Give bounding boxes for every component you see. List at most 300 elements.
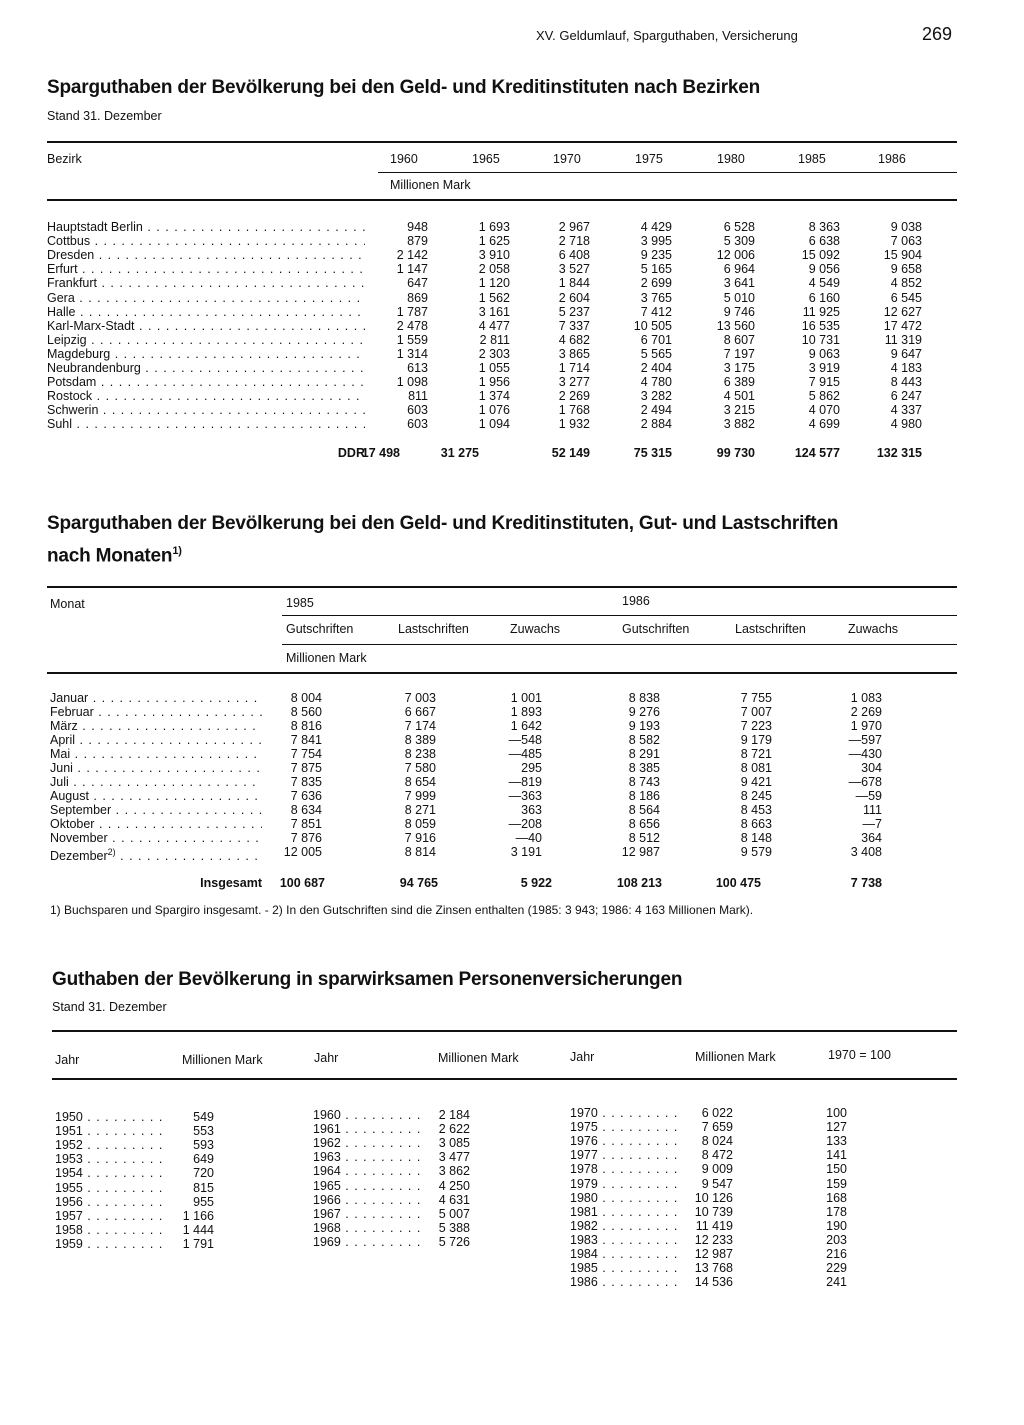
table3-h-jahr-1: Jahr bbox=[55, 1053, 80, 1067]
cell-value: 8 663 bbox=[740, 817, 772, 831]
table-row bbox=[570, 1106, 870, 1120]
cell-value: 9 647 bbox=[890, 346, 922, 361]
total-label: DDR bbox=[337, 446, 365, 460]
row-year: 1986 . . . bbox=[570, 1275, 680, 1289]
cell-value: —7 bbox=[862, 817, 882, 831]
table1-unit: Millionen Mark bbox=[390, 178, 471, 192]
cell-value: 4 429 bbox=[640, 220, 672, 234]
cell-value: 7 007 bbox=[740, 705, 772, 719]
table-row bbox=[47, 361, 947, 375]
cell-value: 9 421 bbox=[740, 775, 772, 789]
row-year: 1959 . . . bbox=[55, 1237, 167, 1251]
cell-index: 216 bbox=[826, 1247, 847, 1261]
table-row bbox=[50, 831, 950, 845]
cell-value: 879 bbox=[407, 234, 428, 249]
cell-value: 8 024 bbox=[701, 1134, 733, 1149]
table-row bbox=[313, 1108, 533, 1122]
cell-value: 7 754 bbox=[290, 747, 322, 761]
table-row bbox=[570, 1191, 870, 1205]
table-row bbox=[47, 333, 947, 347]
cell-value: 2 142 bbox=[396, 248, 428, 263]
cell-value: 2 269 bbox=[850, 705, 882, 719]
cell-value: 7 580 bbox=[404, 761, 436, 775]
total-value: 124 577 bbox=[794, 446, 840, 460]
cell-value: 4 337 bbox=[890, 403, 922, 418]
cell-value: 4 477 bbox=[478, 318, 510, 333]
row-label: Gera . . . bbox=[47, 291, 365, 305]
total-row bbox=[50, 876, 950, 890]
row-year: 1975 . . . bbox=[570, 1120, 680, 1134]
table-row bbox=[50, 803, 950, 817]
cell-value: 1 791 bbox=[182, 1236, 214, 1251]
cell-value: 3 408 bbox=[850, 845, 882, 859]
cell-value: 8 634 bbox=[290, 803, 322, 817]
cell-value: 7 659 bbox=[701, 1120, 733, 1135]
cell-value: 6 964 bbox=[723, 262, 755, 277]
cell-value: 811 bbox=[408, 389, 428, 404]
row-year: 1966 . . . bbox=[313, 1193, 423, 1207]
cell-value: 3 277 bbox=[558, 375, 590, 390]
cell-value: 7 916 bbox=[404, 831, 436, 845]
cell-value: 3 862 bbox=[438, 1164, 470, 1179]
cell-value: 8 560 bbox=[290, 705, 322, 719]
cell-value: 720 bbox=[193, 1166, 214, 1181]
table-row bbox=[55, 1110, 275, 1124]
cell-value: 9 746 bbox=[723, 304, 755, 319]
cell-value: 363 bbox=[521, 803, 542, 817]
cell-value: 6 638 bbox=[808, 234, 840, 249]
table-row bbox=[50, 719, 950, 733]
cell-value: 3 191 bbox=[510, 845, 542, 859]
cell-value: 8 564 bbox=[628, 803, 660, 817]
cell-value: 5 237 bbox=[558, 304, 590, 319]
cell-value: 649 bbox=[193, 1152, 214, 1167]
table2-col-label: Monat bbox=[50, 597, 85, 611]
table2-col-zuwachs-1985: Zuwachs bbox=[510, 622, 561, 636]
cell-index: 159 bbox=[826, 1176, 847, 1191]
table-row bbox=[313, 1164, 533, 1178]
cell-value: —363 bbox=[508, 789, 542, 803]
cell-value: 8 245 bbox=[740, 789, 772, 803]
row-label: März . . . bbox=[50, 719, 262, 733]
cell-value: 9 276 bbox=[628, 705, 660, 719]
table1-year-1965: 1965 bbox=[472, 152, 500, 166]
table3-title: Guthaben der Bevölkerung in sparwirksamen Personenversicherungen bbox=[52, 969, 683, 990]
row-label: Schwerin . . . bbox=[47, 403, 365, 417]
cell-value: 7 003 bbox=[404, 691, 436, 705]
table-row bbox=[47, 305, 947, 319]
table-row bbox=[313, 1207, 533, 1221]
cell-value: 4 250 bbox=[438, 1178, 470, 1193]
cell-value: 7 174 bbox=[404, 719, 436, 733]
table-row bbox=[313, 1221, 533, 1235]
total-row bbox=[47, 446, 947, 460]
cell-value: 8 271 bbox=[404, 803, 436, 817]
total-value: 7 738 bbox=[850, 876, 882, 890]
row-year: 1983 . . . bbox=[570, 1233, 680, 1247]
table1-year-1970: 1970 bbox=[553, 152, 581, 166]
cell-index: 141 bbox=[826, 1148, 847, 1163]
cell-value: 948 bbox=[407, 220, 428, 234]
cell-value: 2 494 bbox=[640, 403, 672, 418]
cell-value: 6 022 bbox=[701, 1106, 733, 1120]
row-year: 1977 . . . bbox=[570, 1148, 680, 1162]
cell-value: 955 bbox=[193, 1194, 214, 1209]
cell-value: 3 865 bbox=[558, 346, 590, 361]
table3-h-mm-3: Millionen Mark bbox=[695, 1050, 776, 1064]
table-row bbox=[570, 1219, 870, 1233]
running-header: XV. Geldumlauf, Sparguthaben, Versicherung bbox=[536, 28, 798, 43]
row-year: 1953 . . . bbox=[55, 1152, 167, 1166]
cell-value: 15 092 bbox=[801, 248, 840, 263]
cell-value: 111 bbox=[862, 803, 882, 817]
table-row bbox=[47, 220, 947, 234]
cell-value: 3 085 bbox=[438, 1136, 470, 1151]
row-year: 1978 . . . bbox=[570, 1162, 680, 1176]
cell-value: 5 565 bbox=[640, 346, 672, 361]
cell-value: 8 081 bbox=[740, 761, 772, 775]
table2-col-lastschriften-1985: Lastschriften bbox=[398, 622, 469, 636]
table-row bbox=[570, 1275, 870, 1289]
cell-value: 593 bbox=[193, 1138, 214, 1153]
row-label: Rostock . . . bbox=[47, 389, 365, 403]
cell-value: 9 193 bbox=[628, 719, 660, 733]
cell-value: 17 472 bbox=[883, 318, 922, 333]
cell-value: 304 bbox=[861, 761, 882, 775]
cell-value: 13 768 bbox=[694, 1261, 733, 1276]
table-row bbox=[47, 291, 947, 305]
table-row bbox=[570, 1162, 870, 1176]
cell-value: 2 058 bbox=[478, 262, 510, 277]
row-label: November . . . bbox=[50, 831, 262, 845]
cell-value: 4 070 bbox=[808, 403, 840, 418]
cell-value: 12 627 bbox=[883, 304, 922, 319]
row-year: 1985 . . . bbox=[570, 1261, 680, 1275]
cell-value: 549 bbox=[193, 1110, 214, 1124]
cell-value: 2 303 bbox=[478, 346, 510, 361]
table-row bbox=[313, 1122, 533, 1136]
table-row bbox=[47, 347, 947, 361]
row-label: Frankfurt . . . bbox=[47, 276, 365, 290]
cell-value: 4 980 bbox=[890, 417, 922, 432]
table-row bbox=[47, 234, 947, 248]
cell-value: 8 512 bbox=[628, 831, 660, 845]
cell-value: 2 718 bbox=[558, 234, 590, 249]
row-year: 1951 . . . bbox=[55, 1124, 167, 1138]
cell-value: 8 363 bbox=[808, 220, 840, 234]
cell-value: 6 408 bbox=[558, 248, 590, 263]
row-year: 1976 . . . bbox=[570, 1134, 680, 1148]
cell-value: 5 388 bbox=[438, 1220, 470, 1235]
row-year: 1962 . . . bbox=[313, 1136, 423, 1150]
table-row bbox=[50, 733, 950, 747]
table-row bbox=[47, 403, 947, 417]
cell-value: 7 875 bbox=[290, 761, 322, 775]
cell-value: 8 453 bbox=[740, 803, 772, 817]
table2-footnote: 1) Buchsparen und Spargiro insgesamt. - 2) In den Gutschriften sind die Zinsen enthalten (1985: 3 943; 1986: 4 163 Millionen Mark). bbox=[50, 903, 754, 917]
row-year: 1963 . . . bbox=[313, 1150, 423, 1164]
cell-value: 11 419 bbox=[695, 1218, 733, 1233]
cell-value: 8 743 bbox=[628, 775, 660, 789]
cell-value: 8 814 bbox=[404, 845, 436, 859]
cell-value: —819 bbox=[508, 775, 542, 789]
cell-value: 7 063 bbox=[890, 234, 922, 249]
cell-value: 8 607 bbox=[723, 332, 755, 347]
cell-value: 3 995 bbox=[640, 234, 672, 249]
row-year: 1981 . . . bbox=[570, 1205, 680, 1219]
cell-value: 7 915 bbox=[808, 375, 840, 390]
cell-value: 7 999 bbox=[404, 789, 436, 803]
cell-value: 9 658 bbox=[890, 262, 922, 277]
cell-value: 8 838 bbox=[628, 691, 660, 705]
table-row bbox=[47, 375, 947, 389]
table1-year-1975: 1975 bbox=[635, 152, 663, 166]
table-row bbox=[570, 1233, 870, 1247]
cell-value: 4 852 bbox=[890, 276, 922, 291]
cell-value: 4 549 bbox=[808, 276, 840, 291]
table-row bbox=[570, 1261, 870, 1275]
table2-year-1985: 1985 bbox=[286, 596, 314, 610]
cell-value: 8 656 bbox=[628, 817, 660, 831]
cell-value: 4 183 bbox=[890, 361, 922, 375]
table3-h-jahr-2: Jahr bbox=[314, 1051, 339, 1065]
cell-value: 9 009 bbox=[701, 1162, 733, 1177]
cell-value: 15 904 bbox=[883, 248, 922, 263]
cell-value: 12 987 bbox=[694, 1247, 733, 1261]
table-row bbox=[55, 1124, 275, 1138]
cell-value: 3 282 bbox=[640, 389, 672, 404]
cell-value: 7 223 bbox=[740, 719, 772, 733]
total-value: 75 315 bbox=[633, 446, 672, 460]
cell-value: 3 215 bbox=[723, 403, 755, 418]
table-row bbox=[47, 417, 947, 431]
cell-value: 10 731 bbox=[801, 332, 840, 347]
table-row bbox=[50, 817, 950, 831]
table-row bbox=[55, 1138, 275, 1152]
table1-year-1960: 1960 bbox=[390, 152, 418, 166]
table2-title-line2 bbox=[47, 539, 182, 568]
cell-value: 3 527 bbox=[558, 262, 590, 277]
cell-value: —597 bbox=[848, 733, 882, 747]
cell-value: 7 841 bbox=[290, 733, 322, 747]
cell-value: 1 314 bbox=[396, 346, 428, 361]
row-year: 1964 . . . bbox=[313, 1164, 423, 1178]
row-label: Magdeburg . . . bbox=[47, 347, 365, 361]
cell-value: 3 919 bbox=[808, 361, 840, 375]
table-row bbox=[313, 1179, 533, 1193]
cell-value: 815 bbox=[193, 1180, 214, 1195]
table1-year-1980: 1980 bbox=[717, 152, 745, 166]
row-year: 1958 . . . bbox=[55, 1223, 167, 1237]
row-label: Oktober . . . bbox=[50, 817, 262, 831]
cell-value: 1 559 bbox=[396, 332, 428, 347]
cell-value: 1 147 bbox=[396, 262, 428, 277]
table1-header-rule bbox=[47, 199, 957, 201]
table1-title: Sparguthaben der Bevölkerung bei den Geld- und Kreditinstituten nach Bezirken bbox=[47, 77, 761, 98]
cell-value: 2 404 bbox=[640, 361, 672, 375]
cell-value: 4 699 bbox=[808, 417, 840, 432]
row-year: 1979 . . . bbox=[570, 1177, 680, 1191]
row-year: 1955 . . . bbox=[55, 1181, 167, 1195]
table1-subtitle: Stand 31. Dezember bbox=[47, 109, 162, 123]
table2-title-line1: Sparguthaben der Bevölkerung bei den Geld- und Kreditinstituten, Gut- und Lastschriften bbox=[47, 513, 839, 534]
cell-value: 8 472 bbox=[701, 1148, 733, 1163]
cell-value: 6 545 bbox=[890, 290, 922, 305]
table1-year-1986: 1986 bbox=[878, 152, 906, 166]
table-row bbox=[50, 747, 950, 761]
table3-top-rule bbox=[52, 1030, 957, 1032]
cell-value: 5 010 bbox=[723, 290, 755, 305]
table-row bbox=[55, 1166, 275, 1180]
cell-value: 1 001 bbox=[510, 691, 542, 705]
cell-value: 1 768 bbox=[558, 403, 590, 418]
total-value: 99 730 bbox=[716, 446, 755, 460]
cell-value: 4 682 bbox=[558, 332, 590, 347]
table-row bbox=[570, 1247, 870, 1261]
row-label: September . . . bbox=[50, 803, 262, 817]
table-row bbox=[55, 1223, 275, 1237]
cell-value: 12 987 bbox=[621, 845, 660, 859]
cell-value: 3 175 bbox=[723, 361, 755, 375]
cell-value: 1 562 bbox=[478, 290, 510, 305]
cell-value: 1 642 bbox=[510, 719, 542, 733]
row-year: 1967 . . . bbox=[313, 1207, 423, 1221]
cell-value: 6 701 bbox=[640, 332, 672, 347]
cell-value: 1 055 bbox=[478, 361, 510, 375]
cell-value: 603 bbox=[407, 417, 428, 432]
cell-value: 364 bbox=[861, 831, 882, 845]
row-label: Juni . . . bbox=[50, 761, 262, 775]
cell-value: —548 bbox=[508, 733, 542, 747]
cell-value: 553 bbox=[193, 1124, 214, 1139]
row-year: 1965 . . . bbox=[313, 1179, 423, 1193]
total-value: 132 315 bbox=[876, 446, 922, 460]
cell-value: 12 006 bbox=[716, 248, 755, 263]
cell-index: 203 bbox=[826, 1232, 847, 1247]
cell-value: 1 956 bbox=[478, 375, 510, 390]
cell-value: 8 721 bbox=[740, 747, 772, 761]
cell-value: 3 910 bbox=[478, 248, 510, 263]
table-row bbox=[55, 1209, 275, 1223]
cell-value: 2 604 bbox=[558, 290, 590, 305]
table-row bbox=[570, 1120, 870, 1134]
row-year: 1982 . . . bbox=[570, 1219, 680, 1233]
cell-value: 5 165 bbox=[640, 262, 672, 277]
row-year: 1970 . . . bbox=[570, 1106, 680, 1120]
cell-value: 2 184 bbox=[438, 1108, 470, 1122]
cell-value: 3 477 bbox=[438, 1150, 470, 1165]
table-row bbox=[47, 389, 947, 403]
cell-value: 7 337 bbox=[558, 318, 590, 333]
cell-value: 613 bbox=[407, 361, 428, 375]
cell-value: 8 385 bbox=[628, 761, 660, 775]
cell-value: 7 412 bbox=[640, 304, 672, 319]
table-row bbox=[47, 248, 947, 262]
row-year: 1961 . . . bbox=[313, 1122, 423, 1136]
row-label: Mai . . . bbox=[50, 747, 262, 761]
cell-value: 2 478 bbox=[396, 318, 428, 333]
table-row bbox=[313, 1136, 533, 1150]
table-row bbox=[50, 705, 950, 719]
table2-year-1986: 1986 bbox=[622, 594, 650, 608]
cell-index: 150 bbox=[826, 1162, 847, 1177]
cell-value: 1 444 bbox=[182, 1222, 214, 1237]
row-year: 1950 . . . bbox=[55, 1110, 167, 1124]
cell-value: 2 884 bbox=[640, 417, 672, 432]
cell-value: 9 547 bbox=[701, 1176, 733, 1191]
table-row bbox=[570, 1205, 870, 1219]
cell-value: 9 063 bbox=[808, 346, 840, 361]
cell-value: 1 166 bbox=[182, 1208, 214, 1223]
cell-value: 9 579 bbox=[740, 845, 772, 859]
cell-value: 869 bbox=[407, 290, 428, 305]
cell-value: 11 925 bbox=[802, 304, 840, 319]
table-row bbox=[313, 1193, 533, 1207]
row-label: Februar . . . bbox=[50, 705, 262, 719]
table-row bbox=[570, 1148, 870, 1162]
table3-h-mm-1: Millionen Mark bbox=[182, 1053, 263, 1067]
table-row bbox=[47, 276, 947, 290]
cell-value: 1 970 bbox=[850, 719, 882, 733]
table1-top-rule bbox=[47, 141, 957, 143]
cell-index: 100 bbox=[826, 1106, 847, 1120]
page-number: 269 bbox=[922, 24, 953, 44]
cell-index: 190 bbox=[826, 1218, 847, 1233]
cell-value: 6 160 bbox=[808, 290, 840, 305]
cell-value: 1 374 bbox=[478, 389, 510, 404]
table-row bbox=[313, 1150, 533, 1164]
cell-value: 13 560 bbox=[716, 318, 755, 333]
cell-value: 5 007 bbox=[438, 1206, 470, 1221]
cell-value: 6 667 bbox=[404, 705, 436, 719]
row-year: 1980 . . . bbox=[570, 1191, 680, 1205]
table2-col-zuwachs-1986: Zuwachs bbox=[848, 622, 899, 636]
table3-h-mm-2: Millionen Mark bbox=[438, 1051, 519, 1065]
cell-value: 7 851 bbox=[290, 817, 322, 831]
cell-value: —678 bbox=[848, 775, 882, 789]
cell-value: 9 056 bbox=[808, 262, 840, 277]
cell-value: 2 699 bbox=[640, 276, 672, 291]
cell-value: 9 038 bbox=[890, 220, 922, 234]
table-row bbox=[47, 262, 947, 276]
table3-header-rule bbox=[52, 1078, 957, 1080]
cell-value: 8 004 bbox=[290, 691, 322, 705]
row-label: Leipzig . . . bbox=[47, 333, 365, 347]
cell-value: 5 309 bbox=[723, 234, 755, 249]
cell-value: 3 161 bbox=[478, 304, 510, 319]
cell-value: 5 862 bbox=[808, 389, 840, 404]
row-label: August . . . bbox=[50, 789, 262, 803]
cell-value: 2 622 bbox=[438, 1122, 470, 1137]
row-year: 1968 . . . bbox=[313, 1221, 423, 1235]
table-row bbox=[55, 1195, 275, 1209]
cell-value: 8 654 bbox=[404, 775, 436, 789]
cell-value: 603 bbox=[407, 403, 428, 418]
table-row bbox=[50, 775, 950, 789]
cell-value: —485 bbox=[508, 747, 542, 761]
cell-index: 229 bbox=[826, 1261, 847, 1276]
row-year: 1952 . . . bbox=[55, 1138, 167, 1152]
total-value: 108 213 bbox=[616, 876, 662, 890]
cell-value: 4 631 bbox=[438, 1192, 470, 1207]
table-row bbox=[55, 1181, 275, 1195]
cell-value: 7 876 bbox=[290, 831, 322, 845]
total-value: 5 922 bbox=[520, 876, 552, 890]
cell-value: 8 389 bbox=[404, 733, 436, 747]
table2-col-lastschriften-1986: Lastschriften bbox=[735, 622, 806, 636]
total-value: 17 498 bbox=[361, 446, 400, 460]
cell-value: 3 765 bbox=[640, 290, 672, 305]
